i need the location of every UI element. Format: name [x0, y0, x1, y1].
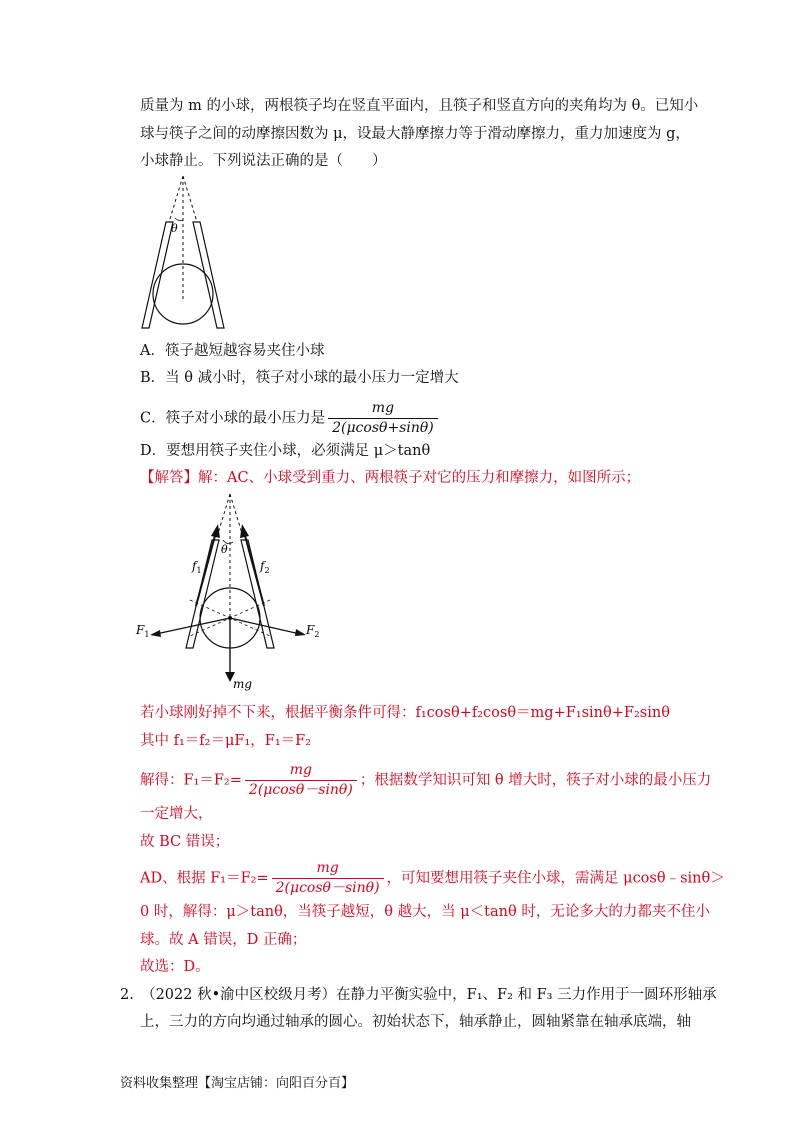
label-F1: F: [136, 623, 145, 637]
question-line-1: 质量为 m 的小球，两根筷子均在竖直平面内，且筷子和竖直方向的夹角均为 θ。已知小: [140, 98, 699, 114]
answer-line-2: 若小球刚好掉不下来，根据平衡条件可得：f₁cosθ+f₂cosθ＝mg+F₁sinθ+F₂sinθ: [140, 705, 670, 721]
next-question-line-1: 2. （2022 秋•渝中区校级月考）在静力平衡实验中，F₁、F₂ 和 F₃ 三力作用于一圆环形轴承: [120, 987, 717, 1003]
answer-intro: 解：AC、小球受到重力、两根筷子对它的压力和摩擦力，如图所示；: [198, 470, 641, 486]
answer-line-9: 球。故 A 错误，D 正确；: [140, 932, 307, 948]
svg-text:F2: [305, 623, 319, 639]
answer-line-8: 0 时，解得：μ＞tanθ，当筷子越短，θ 越大，当 μ＜tanθ 时，无论多大的力都夹不住小: [140, 904, 710, 920]
answer-line-3: 其中 f₁＝f₂＝μF₁，F₁＝F₂: [140, 733, 312, 749]
answer-line-10: 故选：D。: [140, 959, 210, 975]
label-f2: f: [260, 559, 265, 573]
answer-line-4-denominator: 2(μcosθ－sinθ): [248, 782, 353, 798]
theta-label: θ: [171, 222, 178, 235]
question-figure: [135, 170, 235, 332]
answer-line-7: [140, 860, 725, 897]
svg-text:f2: [259, 559, 270, 575]
option-d: D．要想用筷子夹住小球，必须满足 μ＞tanθ: [140, 443, 431, 459]
label-F2-sub: 2: [314, 630, 320, 639]
label-f1: f: [192, 559, 197, 573]
svg-text:f1: [191, 559, 202, 575]
answer-head: 【解答】: [140, 470, 198, 486]
answer-line-4-fraction: [245, 762, 357, 799]
option-c-prefix: C．筷子对小球的最小压力是: [140, 410, 326, 427]
answer-line-4-suffix: ；根据数学知识可知 θ 增大时，筷子对小球的最小压力: [359, 772, 712, 789]
answer-line-1: [140, 468, 640, 488]
answer-line-4: [140, 762, 711, 799]
option-b: B．当 θ 减小时，筷子对小球的最小压力一定增大: [140, 370, 459, 386]
answer-line-6: 故 BC 错误；: [140, 834, 230, 850]
answer-line-4-prefix: 解得：F₁＝F₂=: [140, 772, 242, 789]
question-line-3: 小球静止。下列说法正确的是（ ）: [140, 153, 387, 169]
question-line-2: 球与筷子之间的动摩擦因数为 μ，设最大静摩擦力等于滑动摩擦力，重力加速度为 g，: [140, 126, 690, 142]
answer-line-7-suffix: ，可知要想用筷子夹住小球，需满足 μcosθ﹣sinθ＞: [386, 870, 725, 887]
footer: 资料收集整理【淘宝店铺：向阳百分百】: [120, 1076, 355, 1091]
answer-line-5: 一定增大，: [140, 806, 213, 822]
answer-line-4-numerator: mg: [245, 762, 357, 781]
label-F1-sub: 1: [144, 630, 150, 639]
label-mg: mg: [233, 677, 253, 691]
label-f1-sub: 1: [196, 566, 202, 575]
option-a: A．筷子越短越容易夹住小球: [140, 343, 325, 359]
label-f2-sub: 2: [264, 566, 270, 575]
option-c-numerator: mg: [328, 400, 438, 419]
next-question-line-2: 上，三力的方向均通过轴承的圆心。初始状态下，轴承静止，圆轴紧靠在轴承底端，轴: [140, 1014, 691, 1030]
diagram-theta: θ: [221, 543, 228, 556]
force-diagram: [130, 488, 330, 693]
option-c-denominator: 2(μcosθ+sinθ): [332, 420, 434, 436]
answer-line-7-prefix: AD、根据 F₁＝F₂=: [140, 870, 269, 887]
answer-line-7-numerator: mg: [272, 860, 384, 879]
option-c: [140, 400, 441, 437]
svg-text:F1: [135, 623, 149, 639]
label-F2: F: [306, 623, 315, 637]
answer-line-7-denominator: 2(μcosθ－sinθ): [275, 880, 380, 896]
answer-line-7-fraction: [272, 860, 384, 897]
option-c-fraction: [328, 400, 438, 437]
